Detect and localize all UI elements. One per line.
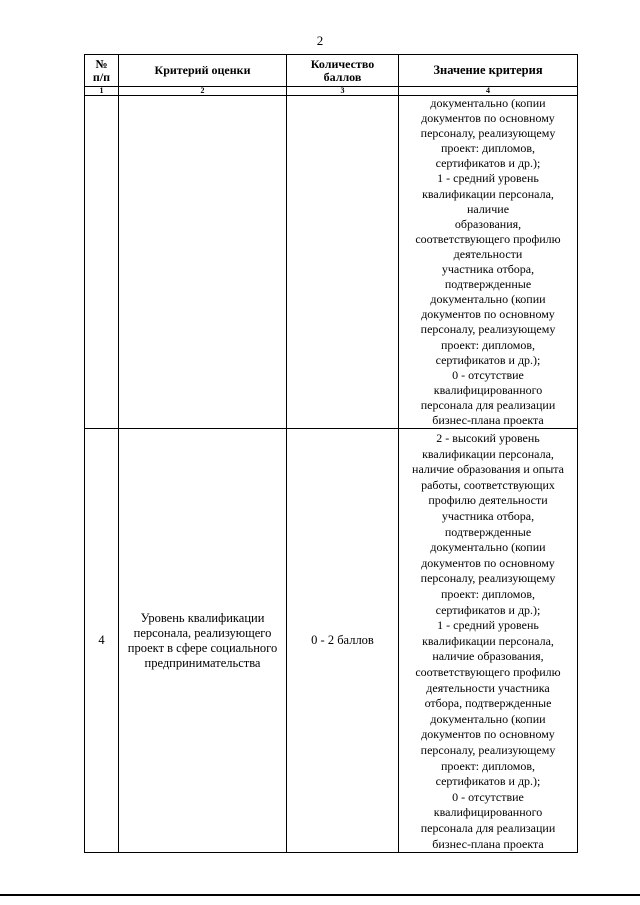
cell-text-line: персоналу, реализующему [420,126,556,141]
cell-text-line: сертификатов и др.); [435,352,541,367]
cell-text-line: 2 - высокий уровень [436,431,540,446]
cell-text-line: наличие [466,201,510,216]
cell-text-line: бизнес-плана проекта [432,836,544,851]
cell-text-line: соответствующего профилю [415,231,561,246]
cell-text-line: 1 - средний уровень [437,618,539,633]
cell-text-line: отбора, подтвержденные [424,696,552,711]
table-header-row [85,55,578,87]
cell-text-line: документов по основному [421,111,555,126]
cell-text-line: бизнес-плана проекта [432,412,544,427]
cell-text-line: квалифицированного [433,382,543,397]
cell-text-line: 0 - отсутствие [452,367,524,382]
cell-text-line: подтвержденные [444,524,532,539]
cell-text-line: сертификатов и др.); [435,602,541,617]
header-value: Значение критерия [399,55,578,87]
row-points-cell: 0 - 2 баллов [287,429,399,853]
header-points [287,55,399,87]
cell-text-line: участника отбора, [441,262,535,277]
cell-text-line: документально (копии [430,96,546,110]
cell-text-line: персоналу, реализующему [420,571,556,586]
cell-text-line: профилю деятельности [428,493,548,508]
cell-text-line: сертификатов и др.); [435,156,541,171]
header-num-line: п/п [92,69,111,84]
cell-text-line: документов по основному [421,307,555,322]
page-number: 2 [316,33,324,48]
row-num-cell: 4 [85,429,119,853]
cell-text-line: 0 - отсутствие [452,789,524,804]
cell-text-line: проект: дипломов, [440,337,536,352]
cell-text-line: проект в сфере социального [127,640,278,655]
cell-text-line: документально (копии [430,292,546,307]
row-value-cell [399,429,578,853]
cell-text-line: подтвержденные [444,277,532,292]
cell-text-line: документов по основному [421,727,555,742]
column-number-row [85,87,578,96]
cell-text-line: документов по основному [421,555,555,570]
header-num-line: № [95,56,108,71]
cell-text-line: квалификации персонала, [422,186,554,201]
header-points-line: Количество [310,56,375,71]
header-criterion: Критерий оценки [119,55,287,87]
column-number: 2 [119,87,287,96]
cell-text-line: документально (копии [430,711,546,726]
row-criterion-cell [119,96,287,429]
cell-text-line: персонала для реализации [420,397,556,412]
cell-text-line: персоналу, реализующему [420,742,556,757]
table-row [85,429,578,853]
cell-text-line: проект: дипломов, [440,141,536,156]
header-num [85,55,119,87]
row-num-cell [85,96,119,429]
cell-text-line: проект: дипломов, [440,587,536,601]
column-number: 4 [399,87,578,96]
cell-text-line: Уровень квалификации [140,610,265,625]
row-criterion-cell [119,429,287,853]
header-points-line: баллов [323,69,362,84]
cell-text-line: сертификатов и др.); [435,774,541,789]
cell-text-line: персонала, реализующего [133,625,272,640]
cell-text-line: предпринимательства [144,655,261,670]
cell-text-line: 1 - средний уровень [437,171,539,186]
row-value-cell [399,96,578,429]
cell-text-line: образования, [454,216,522,231]
cell-text-line: квалификации персонала, [422,633,554,648]
cell-text-line: квалифицированного [433,805,543,820]
criteria-table [84,54,578,853]
cell-text-line: проект: дипломов, [440,758,536,773]
table-row [85,96,578,429]
cell-text-line: квалификации персонала, [422,446,554,461]
column-number: 3 [287,87,399,96]
row-points-cell [287,96,399,429]
footer-rule [0,894,640,896]
cell-text-line: деятельности участника [426,680,550,695]
cell-text-line: деятельности [453,246,523,261]
cell-text-line: соответствующего профилю [415,664,561,679]
cell-text-line: участника отбора, [441,509,535,524]
cell-text-line: наличие образования, [432,649,544,664]
cell-text-line: персонала для реализации [420,820,556,835]
cell-text-line: персоналу, реализующему [420,322,556,337]
cell-text-line: работы, соответствующих [421,477,555,492]
column-number: 1 [85,87,119,96]
cell-text-line: наличие образования и опыта [412,462,564,477]
cell-text-line: документально (копии [430,540,546,555]
